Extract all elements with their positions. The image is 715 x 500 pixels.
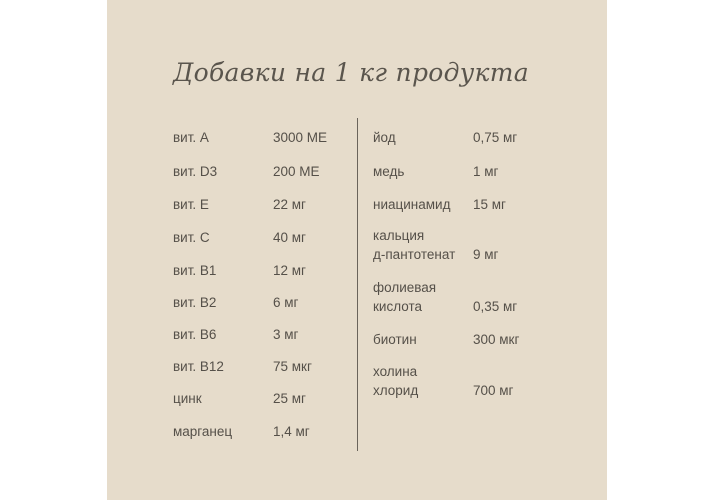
item-name: медь [373,164,405,179]
item-value: 0,35 мг [473,299,518,314]
item-name: вит. D3 [173,164,218,179]
item-name: йод [373,130,396,145]
item-name: вит. В6 [173,327,217,342]
item-value: 22 мг [273,197,306,212]
item-value: 1 мг [473,164,499,179]
item-value: 40 мг [273,230,306,245]
item-value: 12 мг [273,263,306,278]
item-value: 25 мг [273,391,306,406]
item-value: 15 мг [473,197,506,212]
item-name-line1: холина [373,364,418,379]
item-name: вит. Е [173,197,209,212]
item-value: 1,4 мг [273,424,310,439]
item-name: вит. В1 [173,263,217,278]
item-name: вит. А [173,130,209,145]
item-value: 9 мг [473,247,499,262]
item-name: вит. С [173,230,210,245]
item-name [373,226,455,264]
item-name [373,362,418,400]
item-value: 0,75 мг [473,130,518,145]
item-name-line2: д-пантотенат [373,247,456,262]
item-value: 700 мг [473,383,514,398]
column-divider [357,118,358,451]
item-value: 6 мг [273,295,299,310]
item-name: вит. В12 [173,359,224,374]
item-value: 3000 МЕ [273,130,328,145]
item-name-line2: хлорид [373,383,419,398]
item-name-line1: кальция [373,228,425,243]
item-name: биотин [373,332,417,347]
item-value: 75 мкг [273,359,312,374]
item-name: цинк [173,391,202,406]
item-value: 3 мг [273,327,299,342]
page-title: Добавки на 1 кг продукта [173,58,529,87]
item-name-line1: фолиевая [373,280,437,295]
item-name: марганец [173,424,233,439]
item-value: 200 МЕ [273,164,320,179]
item-name [373,278,436,316]
item-value: 300 мкг [473,332,520,347]
item-name: вит. В2 [173,295,217,310]
item-name: ниацинамид [373,197,451,212]
supplements-card [107,0,607,500]
item-name-line2: кислота [373,299,422,314]
